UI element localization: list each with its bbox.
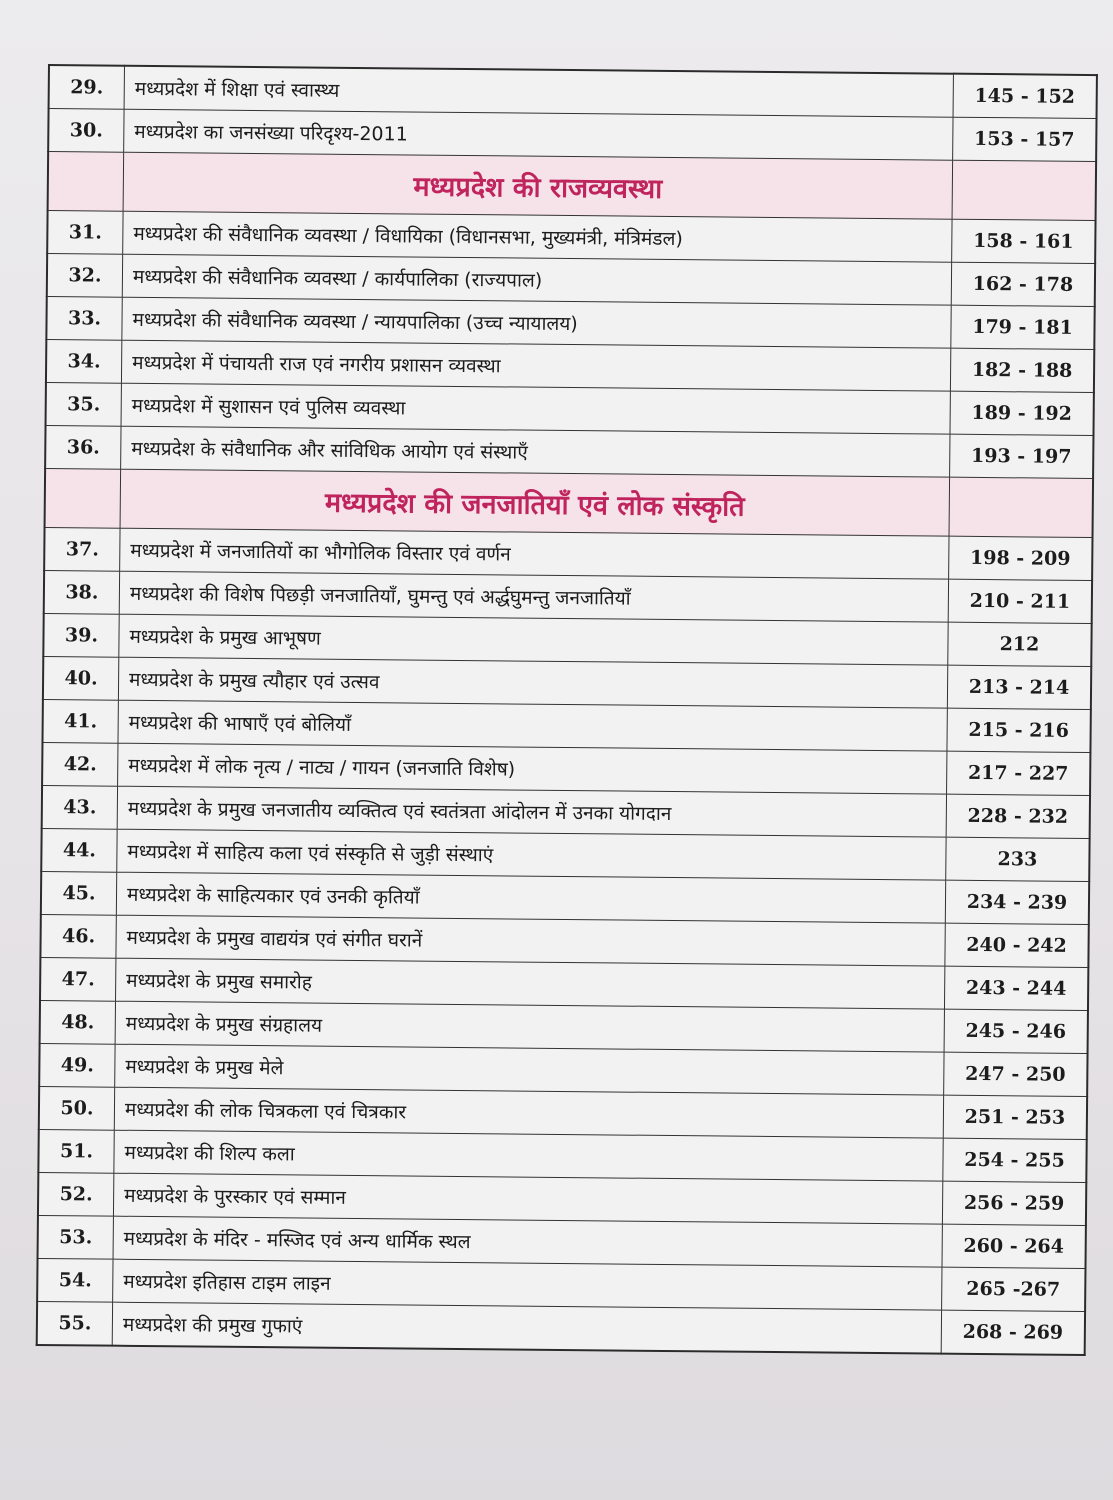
entry-number: 30. — [48, 109, 124, 153]
entry-number: 46. — [40, 914, 116, 958]
entry-number: 55. — [37, 1301, 113, 1345]
entry-title: मध्यप्रदेश की विशेष पिछड़ी जनजातियाँ, घुमन्तु एवं अर्द्धघुमन्तु जनजातियाँ — [119, 571, 948, 622]
entry-pages: 212 — [948, 622, 1092, 666]
entry-title: मध्यप्रदेश में सुशासन एवं पुलिस व्यवस्था — [121, 383, 950, 434]
entry-pages: 179 - 181 — [951, 305, 1095, 349]
section-heading-row — [48, 152, 1097, 221]
entry-pages: 217 - 227 — [947, 751, 1091, 795]
entry-title: मध्यप्रदेश इतिहास टाइम लाइन — [113, 1259, 942, 1310]
entry-number: 39. — [43, 613, 119, 657]
entry-title: मध्यप्रदेश में शिक्षा एवं स्वास्थ्य — [124, 66, 953, 117]
entry-title: मध्यप्रदेश के प्रमुख वाद्ययंत्र एवं संगीत घरानें — [116, 915, 945, 966]
entry-pages: 256 - 259 — [942, 1181, 1086, 1225]
entry-title: मध्यप्रदेश के प्रमुख जनजातीय व्यक्तित्व एवं स्वतंत्रता आंदोलन में उनका योगदान — [117, 786, 946, 837]
entry-pages: 182 - 188 — [950, 348, 1094, 392]
entry-title: मध्यप्रदेश में लोक नृत्य / नाट्य / गायन (जनजाति विशेष) — [118, 743, 947, 794]
entry-number: 31. — [47, 211, 123, 255]
entry-pages: 145 - 152 — [953, 74, 1097, 119]
entry-title: मध्यप्रदेश में जनजातियों का भौगोलिक विस्तार एवं वर्णन — [120, 528, 949, 579]
entry-title: मध्यप्रदेश की संवैधानिक व्यवस्था / न्यायपालिका (उच्च न्यायालय) — [122, 297, 951, 348]
entry-number: 33. — [46, 296, 122, 340]
entry-pages: 240 - 242 — [945, 923, 1089, 967]
entry-title: मध्यप्रदेश के साहित्यकार एवं उनकी कृतियाँ — [116, 872, 945, 923]
entry-number: 41. — [42, 699, 118, 743]
entry-number: 51. — [38, 1129, 114, 1173]
entry-title: मध्यप्रदेश में साहित्य कला एवं संस्कृति से जुड़ी संस्थाएं — [117, 829, 946, 880]
entry-pages: 215 - 216 — [947, 708, 1091, 752]
entry-pages: 210 - 211 — [948, 579, 1092, 623]
entry-title: मध्यप्रदेश में पंचायती राज एवं नगरीय प्रशासन व्यवस्था — [121, 340, 950, 391]
entry-pages: 247 - 250 — [944, 1052, 1088, 1096]
entry-pages: 268 - 269 — [941, 1310, 1085, 1355]
entry-number: 34. — [46, 339, 122, 383]
entry-pages: 233 — [946, 837, 1090, 881]
entry-number: 42. — [42, 742, 118, 786]
entry-number: 53. — [38, 1215, 114, 1259]
entry-pages: 234 - 239 — [945, 880, 1089, 924]
entry-number: 38. — [44, 570, 120, 614]
entry-title: मध्यप्रदेश की संवैधानिक व्यवस्था / विधायिका (विधानसभा, मुख्यमंत्री, मंत्रिमंडल) — [123, 211, 952, 262]
entry-number: 50. — [39, 1086, 115, 1130]
entry-pages: 193 - 197 — [950, 434, 1094, 478]
entry-number: 54. — [37, 1258, 113, 1302]
entry-number: 49. — [39, 1043, 115, 1087]
entry-pages: 189 - 192 — [950, 391, 1094, 435]
heading-spacer — [45, 468, 121, 528]
entry-number: 35. — [46, 382, 122, 426]
heading-spacer — [48, 152, 124, 212]
entry-number: 44. — [41, 828, 117, 872]
section-heading: मध्यप्रदेश की राजव्यवस्था — [123, 152, 953, 219]
entry-title: मध्यप्रदेश की संवैधानिक व्यवस्था / कार्यपालिका (राज्यपाल) — [122, 254, 951, 305]
entry-title: मध्यप्रदेश की प्रमुख गुफाएं — [112, 1302, 941, 1353]
entry-pages: 260 - 264 — [942, 1224, 1086, 1268]
section-heading: मध्यप्रदेश की जनजातियाँ एवं लोक संस्कृति — [120, 469, 950, 536]
entry-pages: 153 - 157 — [953, 117, 1097, 161]
table-row — [37, 1301, 1085, 1355]
entry-number: 29. — [49, 65, 125, 109]
entry-title: मध्यप्रदेश के प्रमुख समारोह — [116, 958, 945, 1009]
entry-pages: 243 - 244 — [944, 966, 1088, 1010]
entry-pages: 162 - 178 — [951, 262, 1095, 306]
heading-spacer — [949, 477, 1093, 537]
entry-number: 40. — [43, 656, 119, 700]
entry-title: मध्यप्रदेश के संवैधानिक और सांविधिक आयोग एवं संस्थाएँ — [121, 426, 950, 477]
entry-number: 47. — [40, 957, 116, 1001]
entry-title: मध्यप्रदेश की भाषाएँ एवं बोलियाँ — [118, 700, 947, 751]
entry-number: 48. — [40, 1000, 116, 1044]
entry-title: मध्यप्रदेश के प्रमुख संग्रहालय — [115, 1001, 944, 1052]
entry-number: 43. — [42, 785, 118, 829]
entry-title: मध्यप्रदेश की शिल्प कला — [114, 1130, 943, 1181]
entry-pages: 245 - 246 — [944, 1009, 1088, 1053]
entry-number: 45. — [41, 871, 117, 915]
entry-pages: 265 -267 — [942, 1267, 1086, 1311]
heading-spacer — [952, 160, 1096, 220]
entry-number: 37. — [44, 527, 120, 571]
entry-number: 32. — [47, 254, 123, 298]
entry-pages: 213 - 214 — [947, 665, 1091, 709]
entry-pages: 198 - 209 — [949, 536, 1093, 580]
toc-table — [36, 64, 1098, 1356]
entry-title: मध्यप्रदेश के प्रमुख मेले — [115, 1044, 944, 1095]
entry-pages: 254 - 255 — [943, 1138, 1087, 1182]
table-of-contents — [36, 64, 1100, 1356]
entry-title: मध्यप्रदेश का जनसंख्या परिदृश्य-2011 — [124, 109, 953, 160]
entry-title: मध्यप्रदेश के मंदिर - मस्जिद एवं अन्य धार्मिक स्थल — [113, 1216, 942, 1267]
section-heading-row — [45, 468, 1094, 537]
entry-title: मध्यप्रदेश के प्रमुख त्यौहार एवं उत्सव — [118, 657, 947, 708]
entry-number: 36. — [45, 425, 121, 469]
entry-title: मध्यप्रदेश की लोक चित्रकला एवं चित्रकार — [114, 1087, 943, 1138]
entry-pages: 158 - 161 — [952, 219, 1096, 263]
entry-number: 52. — [38, 1172, 114, 1216]
entry-title: मध्यप्रदेश के प्रमुख आभूषण — [119, 614, 948, 665]
entry-pages: 251 - 253 — [943, 1095, 1087, 1139]
toc-body — [37, 65, 1097, 1355]
entry-title: मध्यप्रदेश के पुरस्कार एवं सम्मान — [113, 1173, 942, 1224]
entry-pages: 228 - 232 — [946, 794, 1090, 838]
